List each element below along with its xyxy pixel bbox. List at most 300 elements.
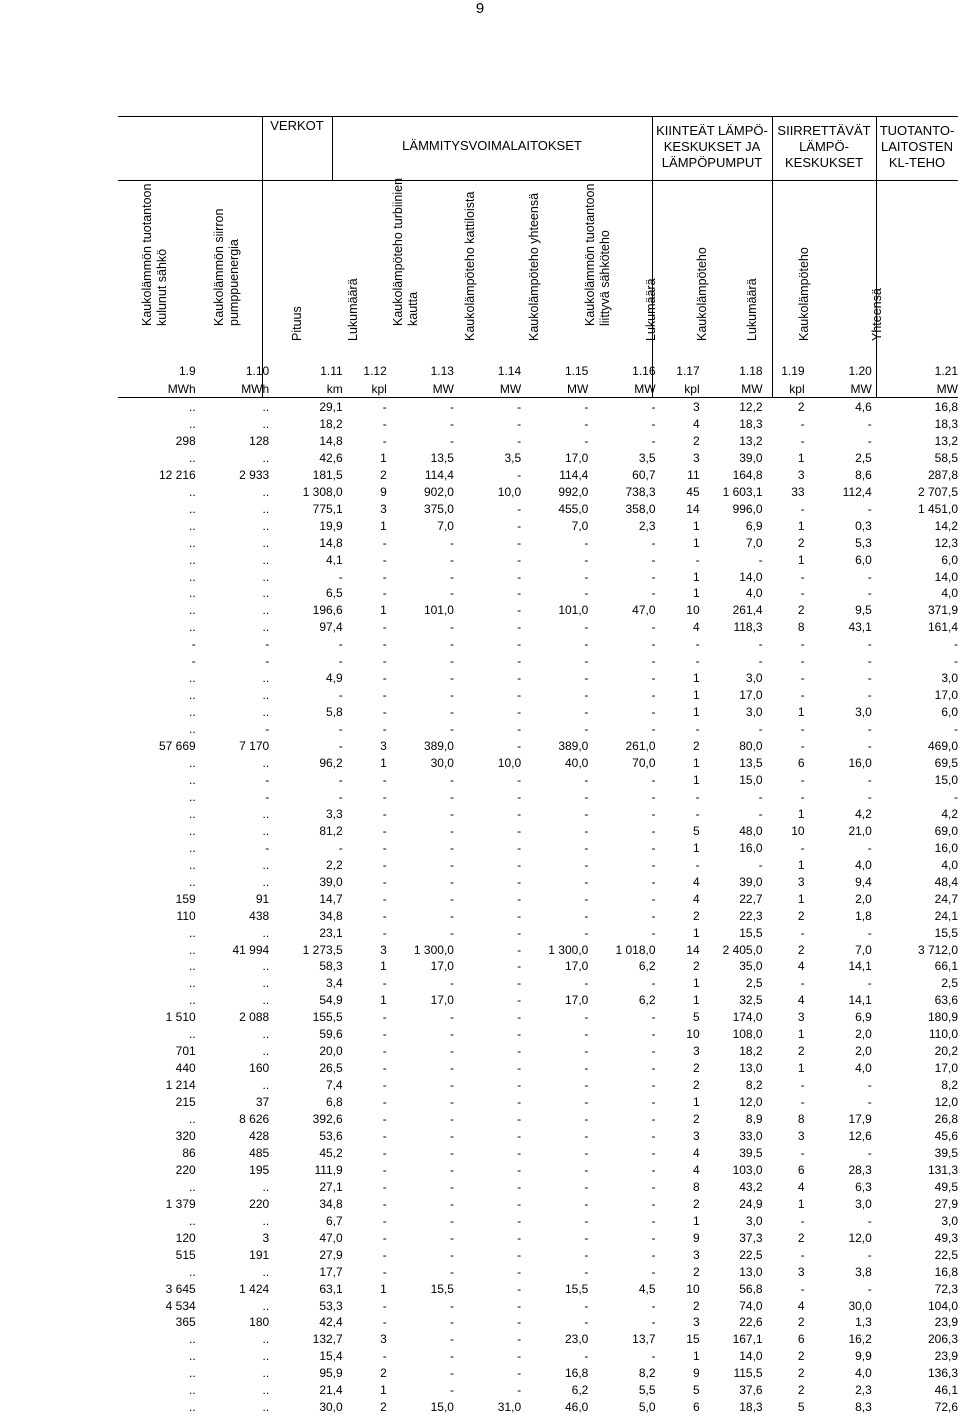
- table-cell: -: [651, 552, 656, 567]
- table-cell: -: [651, 535, 656, 550]
- column-label-line: Kaukolämmön siirron: [212, 208, 226, 326]
- table-cell: -: [758, 789, 763, 804]
- table-cell: ..: [189, 823, 196, 838]
- table-cell: 14,1: [848, 959, 872, 974]
- table-row: [118, 585, 958, 602]
- table-cell: -: [517, 688, 522, 703]
- table-cell: 167,1: [732, 1332, 763, 1347]
- table-cell: 24,7: [934, 891, 958, 906]
- table-cell: -: [382, 806, 387, 821]
- table-cell: -: [651, 620, 656, 635]
- column-code: 1.16: [632, 364, 656, 378]
- table-cell: 9,4: [855, 874, 872, 889]
- table-cell: 30,0: [319, 1400, 343, 1415]
- table-cell: 17,7: [319, 1264, 343, 1279]
- table-cell: 4: [692, 620, 700, 635]
- table-cell: 22,6: [739, 1315, 763, 1330]
- table-cell: 32,5: [739, 993, 763, 1008]
- table-cell: 4: [797, 1179, 805, 1194]
- table-cell: 29,1: [319, 400, 343, 414]
- table-cell: -: [382, 891, 387, 906]
- table-cell: -: [867, 671, 872, 686]
- table-cell: 8: [797, 1112, 805, 1127]
- table-cell: 3: [380, 942, 387, 957]
- table-cell: 18,2: [319, 416, 343, 431]
- table-cell: ..: [189, 1213, 196, 1228]
- group-tuotanto: [876, 116, 958, 180]
- table-cell: -: [517, 857, 522, 872]
- table-row: [118, 772, 958, 789]
- unit-cell: MW: [634, 382, 656, 396]
- table-cell: ..: [189, 925, 196, 940]
- table-cell: -: [584, 976, 589, 991]
- table-cell: 8,6: [855, 467, 872, 482]
- table-cell: -: [382, 1061, 387, 1076]
- table-cell: 16,0: [848, 756, 872, 771]
- table-cell: 195: [249, 1162, 270, 1177]
- table-cell: -: [800, 433, 805, 448]
- table-cell: -: [338, 772, 343, 787]
- table-cell: -: [800, 416, 805, 431]
- table-cell: 180,9: [927, 1010, 958, 1025]
- table-cell: -: [867, 840, 872, 855]
- table-row: [118, 1026, 958, 1043]
- table-cell: ..: [189, 772, 196, 787]
- table-cell: -: [382, 586, 387, 601]
- table-cell: -: [265, 772, 270, 787]
- table-cell: -: [584, 416, 589, 431]
- table-cell: 12 216: [158, 467, 196, 482]
- table-cell: ..: [189, 942, 196, 957]
- table-cell: -: [584, 1230, 589, 1245]
- table-cell: ..: [262, 603, 270, 618]
- table-cell: -: [651, 637, 656, 652]
- table-row: [118, 484, 958, 501]
- table-row: [118, 1331, 958, 1348]
- table-cell: 103,0: [732, 1162, 763, 1177]
- table-cell: -: [382, 1213, 387, 1228]
- column-code: 1.11: [320, 364, 343, 378]
- table-cell: 110: [176, 908, 196, 923]
- table-cell: 1: [692, 535, 700, 550]
- table-cell: 72,3: [934, 1281, 958, 1296]
- table-cell: 20,2: [934, 1044, 958, 1059]
- group-lammitysvoimalaitokset: [332, 116, 652, 180]
- table-cell: ..: [189, 1383, 196, 1398]
- table-cell: 1 018,0: [615, 942, 656, 957]
- table-row: [118, 806, 958, 823]
- table-cell: 1: [692, 840, 700, 855]
- table-cell: -: [651, 1010, 656, 1025]
- table-cell: -: [584, 925, 589, 940]
- table-cell: -: [584, 552, 589, 567]
- table-cell: -: [800, 1281, 805, 1296]
- table-cell: 27,1: [319, 1179, 343, 1194]
- table-row: [118, 1179, 958, 1196]
- table-cell: 22,3: [739, 908, 763, 923]
- table-cell: 17,0: [934, 1061, 958, 1076]
- column-label: [772, 180, 836, 356]
- table-cell: -: [867, 1078, 872, 1093]
- table-cell: -: [651, 1145, 656, 1160]
- table-cell: -: [338, 688, 343, 703]
- table-cell: -: [382, 925, 387, 940]
- table-row: [118, 721, 958, 738]
- table-cell: -: [382, 552, 387, 567]
- table-cell: -: [449, 1349, 454, 1364]
- table-cell: -: [867, 501, 872, 516]
- table-cell: -: [695, 552, 700, 567]
- table-cell: -: [800, 501, 805, 516]
- table-cell: ..: [262, 552, 270, 567]
- table-cell: -: [382, 1095, 387, 1110]
- table-cell: 18,3: [934, 416, 958, 431]
- table-cell: 22,5: [739, 1247, 763, 1262]
- column-label: [438, 180, 502, 356]
- table-cell: -: [517, 671, 522, 686]
- table-cell: ..: [189, 789, 196, 804]
- table-cell: 14,8: [319, 535, 343, 550]
- table-cell: ..: [262, 688, 270, 703]
- table-cell: 2: [692, 1078, 700, 1093]
- table-cell: ..: [189, 1349, 196, 1364]
- table-cell: 2: [797, 1044, 805, 1059]
- table-cell: -: [338, 739, 343, 754]
- table-cell: 3,3: [326, 806, 343, 821]
- table-row: [118, 1128, 958, 1145]
- table-cell: 220: [175, 1162, 196, 1177]
- table-cell: 47,0: [319, 1230, 343, 1245]
- table-cell: -: [517, 739, 522, 754]
- table-cell: 2,5: [941, 976, 958, 991]
- table-cell: 1: [692, 586, 700, 601]
- table-cell: -: [651, 840, 656, 855]
- table-cell: 15,0: [430, 1400, 454, 1415]
- table-row: [118, 789, 958, 806]
- table-row: [118, 1230, 958, 1247]
- unit-cell: MW: [432, 382, 454, 396]
- column-label-line: kautta: [406, 291, 420, 326]
- table-cell: 10: [791, 823, 805, 838]
- table-cell: ..: [262, 925, 270, 940]
- table-cell: 2: [692, 1264, 700, 1279]
- table-cell: -: [517, 1247, 522, 1262]
- table-cell: -: [449, 1010, 454, 1025]
- table-cell: 15,5: [564, 1281, 589, 1296]
- table-cell: 1: [797, 1061, 805, 1076]
- table-cell: ..: [262, 671, 270, 686]
- table-cell: -: [517, 1112, 522, 1127]
- column-label-line: pumppuenergia: [227, 239, 241, 326]
- table-cell: 74,0: [739, 1298, 763, 1313]
- table-cell: 24,9: [739, 1196, 763, 1211]
- table-cell: 17,0: [564, 450, 589, 465]
- table-cell: 3: [692, 450, 700, 465]
- column-label-line: Lukumäärä: [643, 278, 658, 341]
- table-cell: -: [651, 1162, 656, 1177]
- table-cell: 2: [692, 433, 700, 448]
- table-row: [118, 399, 958, 416]
- table-cell: -: [382, 857, 387, 872]
- table-cell: -: [517, 1128, 522, 1143]
- table-cell: 1: [380, 518, 387, 533]
- column-label: [262, 180, 332, 356]
- page-number: 9: [475, 0, 485, 17]
- table-cell: 86: [182, 1145, 196, 1160]
- table-cell: ..: [189, 1027, 196, 1042]
- table-cell: -: [584, 1247, 589, 1262]
- table-cell: ..: [189, 874, 196, 889]
- table-cell: -: [800, 1095, 805, 1110]
- table-cell: 6,0: [941, 552, 958, 567]
- table-cell: -: [651, 569, 656, 584]
- table-row: [118, 670, 958, 687]
- table-cell: 3,4: [326, 976, 343, 991]
- table-cell: -: [584, 671, 589, 686]
- table-cell: ..: [262, 1027, 270, 1042]
- table-cell: 4: [692, 1162, 700, 1177]
- table-row: [118, 518, 958, 535]
- table-cell: -: [651, 1095, 656, 1110]
- table-cell: 371,9: [927, 603, 958, 618]
- table-cell: -: [517, 705, 522, 720]
- table-cell: -: [449, 1027, 454, 1042]
- table-cell: -: [584, 789, 589, 804]
- table-cell: 70,0: [632, 756, 656, 771]
- table-cell: 14,2: [934, 518, 958, 533]
- table-cell: -: [867, 586, 872, 601]
- table-cell: 96,2: [319, 756, 343, 771]
- table-cell: 196,6: [312, 603, 343, 618]
- table-cell: 4: [692, 416, 700, 431]
- table-cell: 1: [380, 993, 387, 1008]
- table-cell: 37,3: [739, 1230, 763, 1245]
- table-cell: 53,6: [319, 1128, 343, 1143]
- table-cell: 2,2: [326, 857, 343, 872]
- table-cell: -: [867, 1281, 872, 1296]
- table-cell: 2: [692, 739, 700, 754]
- table-cell: 101,0: [558, 603, 589, 618]
- table-cell: -: [517, 1349, 522, 1364]
- table-cell: -: [584, 1162, 589, 1177]
- table-row: [118, 1162, 958, 1179]
- table-cell: 2,0: [855, 1027, 872, 1042]
- table-cell: 160: [249, 1061, 270, 1076]
- table-cell: 1: [692, 688, 700, 703]
- unit-cell: MWh: [167, 382, 196, 396]
- table-cell: -: [584, 1027, 589, 1042]
- table-cell: -: [584, 722, 589, 737]
- table-cell: ..: [189, 586, 196, 601]
- table-cell: -: [954, 789, 958, 804]
- table-cell: -: [867, 789, 872, 804]
- table-cell: -: [800, 1145, 805, 1160]
- table-cell: -: [800, 840, 805, 855]
- table-cell: 1 603,1: [722, 484, 763, 499]
- table-cell: 4,0: [855, 1366, 872, 1381]
- table-cell: -: [449, 772, 454, 787]
- table-cell: -: [867, 637, 872, 652]
- group-siirrettavat-line: SIIRRETTÄVÄT: [777, 123, 871, 138]
- unit-cell: MW: [850, 382, 872, 396]
- column-label-line: Kaukolämpöteho kattiloista: [462, 191, 477, 341]
- table-cell: -: [800, 722, 805, 737]
- group-kiinteat-line: KESKUKSET JA: [663, 139, 761, 154]
- unit-cell: MW: [567, 382, 589, 396]
- table-cell: 48,4: [934, 874, 958, 889]
- column-code: 1.13: [430, 364, 454, 378]
- table-cell: -: [517, 1162, 522, 1177]
- table-cell: 3: [380, 739, 387, 754]
- table-cell: 6,5: [326, 586, 343, 601]
- table-cell: ..: [262, 501, 270, 516]
- table-cell: 57 669: [158, 739, 196, 754]
- table-cell: ..: [189, 1112, 196, 1127]
- column-label-line: Lukumäärä: [345, 278, 360, 341]
- table-cell: -: [449, 1383, 454, 1398]
- table-row: [118, 1314, 958, 1331]
- table-cell: -: [265, 654, 270, 669]
- table-cell: -: [651, 671, 656, 686]
- table-cell: 1: [692, 772, 700, 787]
- table-row: [118, 925, 958, 942]
- table-cell: ..: [262, 569, 270, 584]
- table-cell: -: [517, 1044, 522, 1059]
- table-cell: -: [382, 1044, 387, 1059]
- table-cell: -: [651, 823, 656, 838]
- table-cell: 2,0: [855, 891, 872, 906]
- table-cell: -: [382, 789, 387, 804]
- table-cell: -: [449, 705, 454, 720]
- table-cell: -: [517, 772, 522, 787]
- table-cell: -: [651, 789, 656, 804]
- table-cell: -: [517, 806, 522, 821]
- table-cell: -: [517, 840, 522, 855]
- group-siirrettavat: [772, 116, 876, 180]
- table-cell: 54,9: [319, 993, 343, 1008]
- table-cell: 4,0: [855, 1061, 872, 1076]
- table-cell: -: [449, 620, 454, 635]
- table-cell: -: [382, 1162, 387, 1177]
- table-cell: 3: [797, 1010, 805, 1025]
- table-cell: 101,0: [423, 603, 454, 618]
- table-cell: -: [449, 1366, 454, 1381]
- table-cell: -: [382, 1196, 387, 1211]
- table-cell: -: [695, 806, 700, 821]
- table-cell: 2: [380, 1400, 387, 1415]
- table-cell: 3: [380, 1332, 387, 1347]
- table-cell: 4,1: [326, 552, 343, 567]
- table-cell: -: [517, 603, 522, 618]
- table-cell: ..: [189, 535, 196, 550]
- table-cell: -: [449, 1095, 454, 1110]
- table-cell: -: [651, 1213, 656, 1228]
- table-cell: 3: [692, 1044, 700, 1059]
- table-cell: ..: [262, 1332, 270, 1347]
- table-cell: 0,3: [855, 518, 872, 533]
- table-cell: -: [382, 1298, 387, 1313]
- table-cell: ..: [262, 1349, 270, 1364]
- table-cell: -: [449, 1196, 454, 1211]
- table-cell: -: [382, 722, 387, 737]
- table-cell: -: [382, 823, 387, 838]
- column-code: 1.14: [497, 364, 522, 378]
- table-cell: 6,9: [745, 518, 763, 533]
- table-cell: -: [449, 1112, 454, 1127]
- table-cell: -: [651, 806, 656, 821]
- table-cell: -: [584, 688, 589, 703]
- table-cell: 45,6: [934, 1128, 958, 1143]
- table-cell: -: [584, 705, 589, 720]
- table-cell: 114,4: [424, 467, 454, 482]
- table-cell: -: [651, 654, 656, 669]
- table-cell: 2 088: [239, 1010, 270, 1025]
- column-code: 1.10: [245, 364, 270, 378]
- table-cell: 215: [175, 1095, 196, 1110]
- table-cell: ..: [189, 976, 196, 991]
- table-cell: -: [695, 857, 700, 872]
- table-cell: -: [584, 654, 589, 669]
- table-cell: -: [584, 586, 589, 601]
- table-cell: -: [584, 1010, 589, 1025]
- column-label: [118, 180, 192, 356]
- table-cell: 4: [797, 993, 805, 1008]
- table-cell: 440: [175, 1061, 196, 1076]
- table-cell: -: [449, 806, 454, 821]
- group-siirrettavat-line: LÄMPÖ-: [799, 139, 849, 154]
- table-cell: -: [449, 1145, 454, 1160]
- table-row: [118, 704, 958, 721]
- table-cell: -: [449, 891, 454, 906]
- table-cell: 1: [692, 518, 700, 533]
- column-label: [502, 180, 566, 356]
- table-cell: 8,9: [745, 1112, 763, 1127]
- table-cell: 34,8: [319, 1196, 343, 1211]
- table-cell: -: [651, 1230, 656, 1245]
- table-cell: -: [265, 722, 270, 737]
- table-cell: ..: [262, 1298, 270, 1313]
- column-label-line: liittyvä sähköteho: [598, 230, 612, 326]
- table-cell: -: [517, 1230, 522, 1245]
- table-cell: 39,0: [739, 874, 763, 889]
- table-cell: ..: [262, 484, 270, 499]
- table-cell: -: [517, 1332, 522, 1347]
- table-cell: 1 424: [239, 1281, 270, 1296]
- table-cell: -: [517, 1315, 522, 1330]
- table-cell: ..: [262, 535, 270, 550]
- table-cell: ..: [262, 450, 270, 465]
- table-cell: ..: [189, 840, 196, 855]
- table-row: [118, 1281, 958, 1298]
- table-cell: ..: [262, 806, 270, 821]
- table-cell: ..: [262, 705, 270, 720]
- table-cell: 3,5: [638, 450, 656, 465]
- table-cell: -: [954, 722, 958, 737]
- table-cell: -: [449, 1162, 454, 1177]
- table-cell: -: [867, 722, 872, 737]
- table-cell: -: [867, 433, 872, 448]
- table-cell: 20,0: [319, 1044, 343, 1059]
- table-cell: ..: [189, 1179, 196, 1194]
- table-cell: 46,1: [934, 1383, 958, 1398]
- table-cell: 49,5: [934, 1179, 958, 1194]
- table-cell: -: [382, 1078, 387, 1093]
- table-cell: 996,0: [732, 501, 763, 516]
- table-cell: 3,0: [941, 671, 958, 686]
- table-cell: -: [651, 1112, 656, 1127]
- table-cell: 206,3: [927, 1332, 958, 1347]
- table-cell: -: [382, 620, 387, 635]
